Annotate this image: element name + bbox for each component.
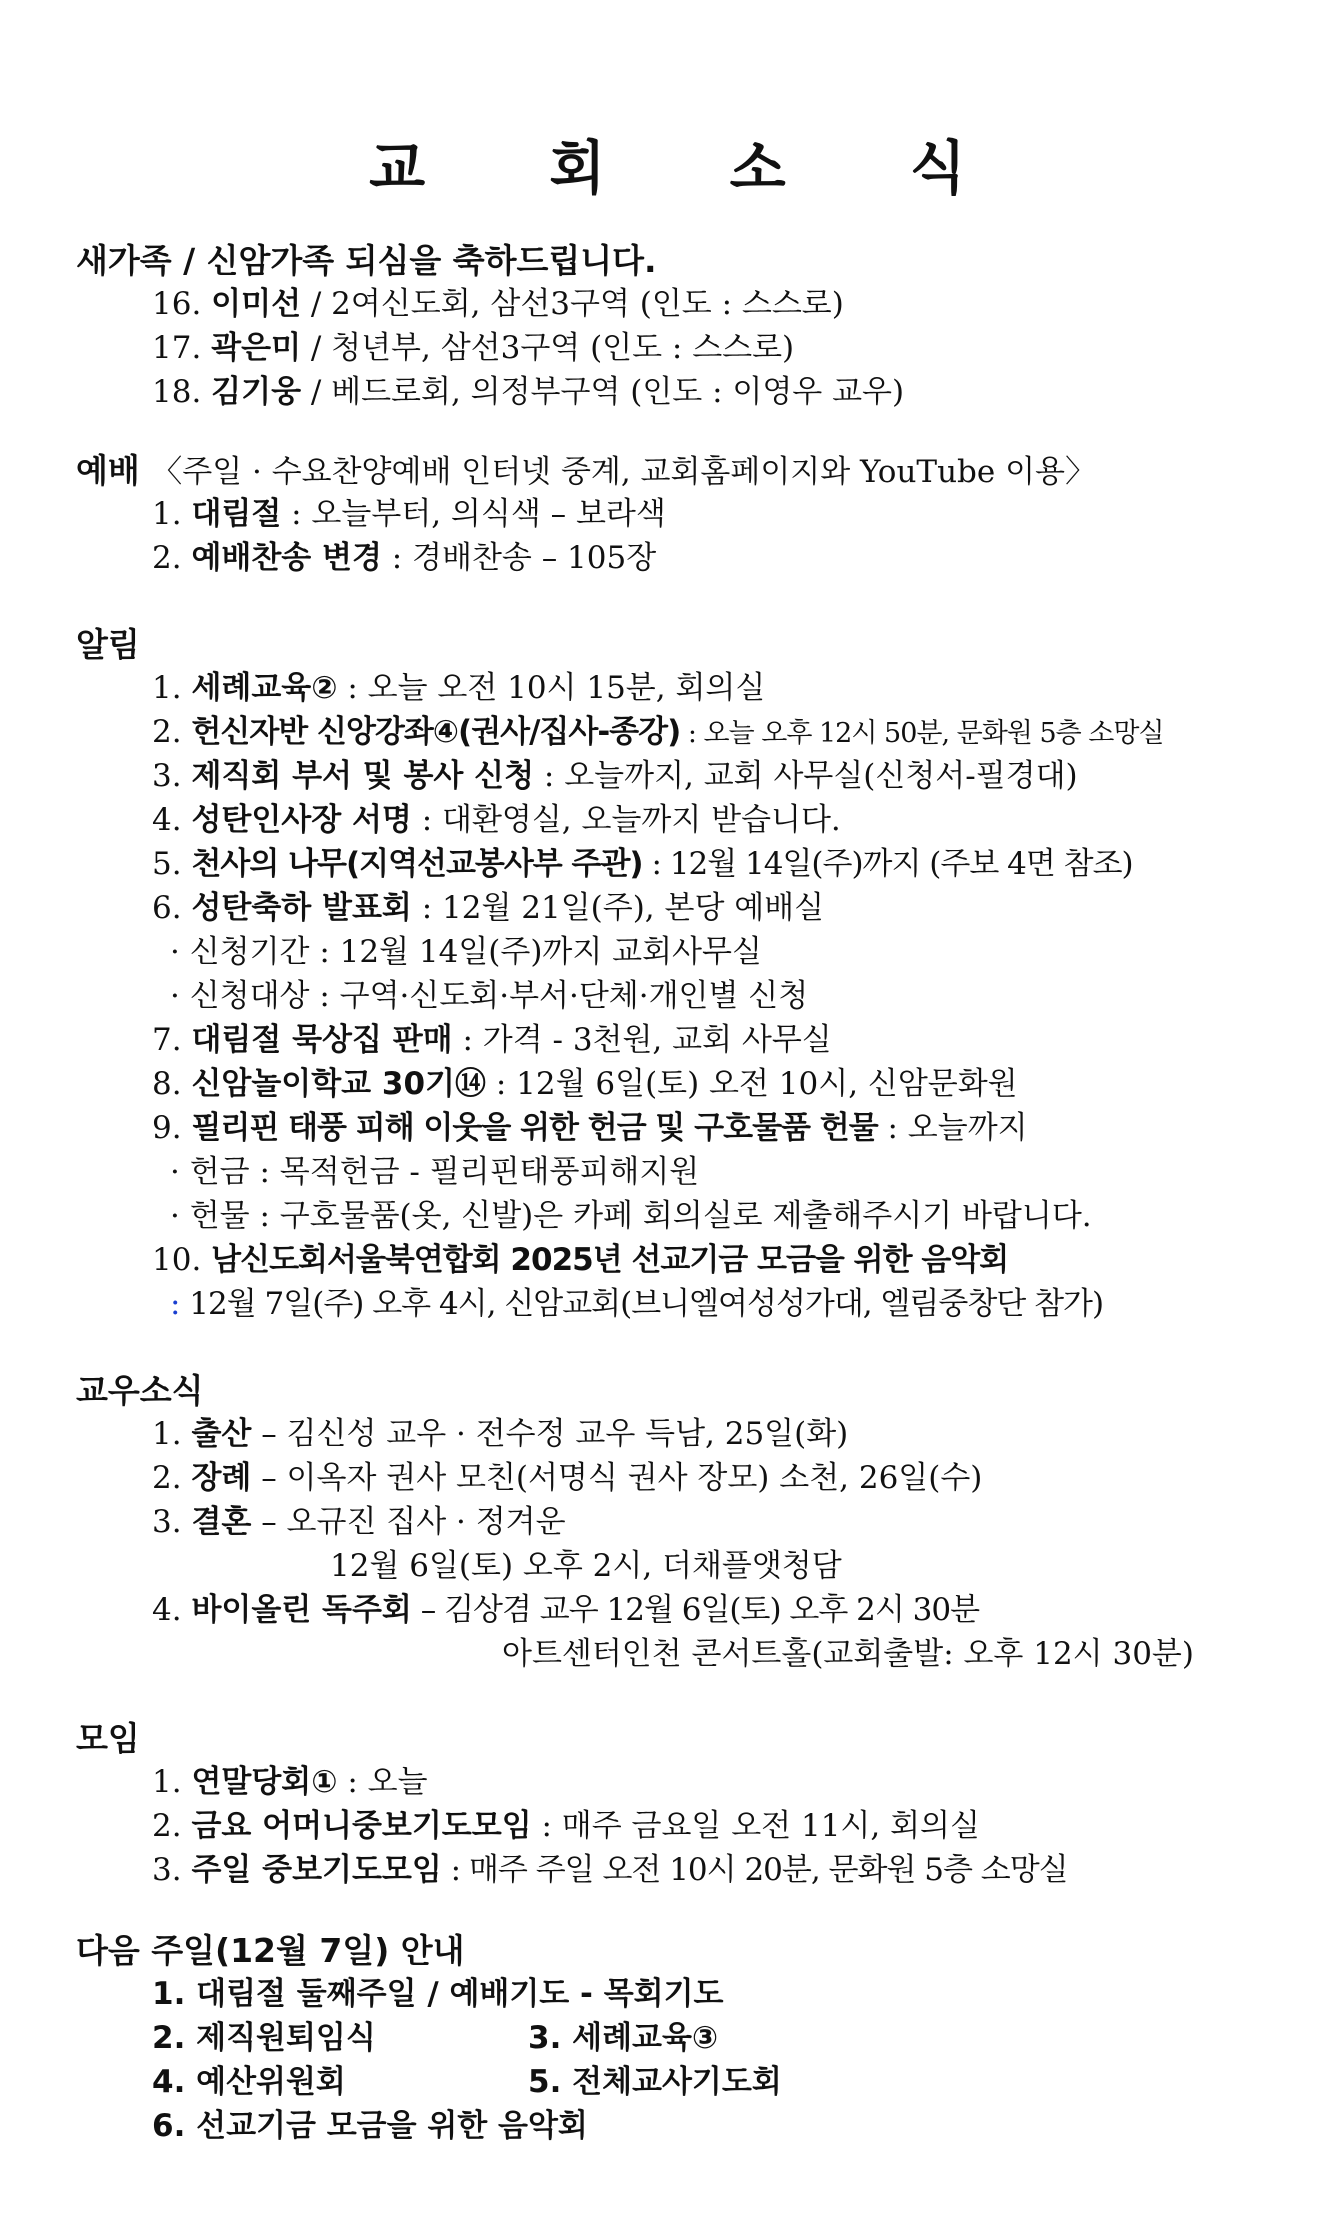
- item-detail: : 12월 14일(주)까지 (주보 4면 참조): [642, 846, 1133, 882]
- item-detail: : 오늘: [337, 1764, 428, 1800]
- notice-item-9: [152, 1106, 1028, 1150]
- item-detail: : 오늘까지, 교회 사무실(신청서-필경대): [534, 758, 1078, 794]
- item-number: 5.: [152, 846, 182, 882]
- member-name: 김기웅: [211, 374, 302, 410]
- worship-heading-note: 〈주일 · 수요찬양예배 인터넷 중계, 교회홈페이지와 YouTube 이용〉: [151, 454, 1096, 490]
- item-text: 5. 전체교사기도회: [528, 2064, 782, 2100]
- notice-item-2: [152, 710, 1164, 756]
- item-number: 1.: [152, 670, 182, 706]
- notice-item-6: [152, 886, 824, 930]
- next-sunday-item-2: [152, 2016, 376, 2060]
- member-news-item-2: [152, 1456, 982, 1500]
- item-detail: : 오늘 오후 12시 50분, 문화원 5층 소망실: [680, 718, 1164, 749]
- item-label: 대림절: [191, 496, 282, 532]
- section-heading-member-news: 교우소식: [76, 1371, 204, 1410]
- member-news-item-3-continued: 12월 6일(토) 오후 2시, 더채플앳청담: [330, 1548, 842, 1584]
- item-text: 4. 예산위원회: [152, 2064, 346, 2100]
- item-detail: : 12월 6일(토) 오전 10시, 신암문화원: [486, 1066, 1018, 1102]
- item-label: 연말당회①: [191, 1764, 338, 1800]
- item-detail: : 12월 21일(주), 본당 예배실: [411, 890, 825, 926]
- item-number: 18.: [152, 374, 202, 410]
- item-number: 9.: [152, 1110, 182, 1146]
- member-news-item-4: [152, 1588, 979, 1632]
- item-detail: : 대환영실, 오늘까지 받습니다.: [411, 802, 841, 838]
- section-heading-next-sunday: 다음 주일(12월 7일) 안내: [76, 1931, 465, 1970]
- item-detail: – 김신성 교우 · 전수정 교우 득남, 25일(화): [251, 1416, 849, 1452]
- item-label: 주일 중보기도모임: [191, 1852, 442, 1888]
- member-news-item-1: [152, 1412, 848, 1456]
- item-number: 1.: [152, 496, 182, 532]
- item-label: 천사의 나무(지역선교봉사부 주관): [191, 846, 643, 882]
- meeting-item-3: [152, 1848, 1068, 1892]
- section-heading-worship: [76, 448, 1096, 495]
- section-heading-meetings: 모임: [76, 1719, 140, 1758]
- next-sunday-item-3: [528, 2016, 718, 2060]
- item-label: 예배찬송 변경: [191, 540, 382, 576]
- item-label: 바이올린 독주회: [191, 1592, 412, 1628]
- notice-sub-donation: · 헌물 : 구호물품(옷, 신발)은 카페 회의실로 제출해주시기 바랍니다.: [170, 1198, 1092, 1234]
- notice-sub-apply-period: · 신청기간 : 12월 14일(주)까지 교회사무실: [170, 934, 762, 970]
- item-number: 17.: [152, 330, 202, 366]
- item-text: 6. 선교기금 모금을 위한 음악회: [152, 2108, 588, 2144]
- item-number: 1.: [152, 1764, 182, 1800]
- worship-heading-label: 예배: [76, 451, 140, 490]
- notice-item-7: [152, 1018, 832, 1062]
- notice-item-5: [152, 842, 1133, 886]
- member-name: 이미선: [211, 286, 302, 322]
- item-detail: : 매주 금요일 오전 11시, 회의실: [531, 1808, 980, 1844]
- worship-item-1: [152, 492, 666, 536]
- item-label: 성탄인사장 서명: [191, 802, 412, 838]
- item-detail: : 오늘까지: [877, 1110, 1028, 1146]
- notice-item-1: [152, 666, 765, 710]
- item-label: 제직회 부서 및 봉사 신청: [191, 758, 535, 794]
- item-label: 세례교육②: [191, 670, 338, 706]
- worship-item-2: [152, 536, 656, 580]
- item-detail: : 경배찬송 – 105장: [381, 540, 657, 576]
- next-sunday-item-1: [152, 1972, 723, 2016]
- next-sunday-item-4: [152, 2060, 346, 2104]
- item-number: 10.: [152, 1242, 202, 1278]
- item-label: 결혼: [191, 1504, 252, 1540]
- item-label: 출산: [191, 1416, 252, 1452]
- item-label: 신암놀이학교 30기⑭: [191, 1066, 486, 1102]
- item-detail: / 베드로회, 의정부구역 (인도 : 이영우 교우): [301, 374, 905, 410]
- item-label: 금요 어머니중보기도모임: [191, 1808, 532, 1844]
- concert-detail: 12월 7일(주) 오후 4시, 신암교회(브니엘여성성가대, 엘림중창단 참가): [180, 1286, 1104, 1322]
- item-label: 장례: [191, 1460, 252, 1496]
- item-label: 필리핀 태풍 피해 이웃을 위한 헌금 및 구호물품 헌물: [191, 1110, 878, 1146]
- item-label: 헌신자반 신앙강좌④(권사/집사-종강): [191, 714, 681, 750]
- notice-sub-apply-target: · 신청대상 : 구역·신도회·부서·단체·개인별 신청: [170, 978, 809, 1014]
- section-heading-new-family: 새가족 / 신암가족 되심을 축하드립니다.: [76, 241, 657, 280]
- item-number: 3.: [152, 1852, 182, 1888]
- new-family-item-18: [152, 370, 904, 414]
- next-sunday-item-5: [528, 2060, 782, 2104]
- item-number: 2.: [152, 1460, 182, 1496]
- item-detail: – 오규진 집사 · 정겨운: [251, 1504, 566, 1540]
- item-detail: – 이옥자 권사 모친(서명식 권사 장모) 소천, 26일(수): [251, 1460, 983, 1496]
- item-label: 성탄축하 발표회: [191, 890, 412, 926]
- notice-item-8: [152, 1062, 1018, 1106]
- item-number: 16.: [152, 286, 202, 322]
- item-detail: : 매주 주일 오전 10시 20분, 문화원 5층 소망실: [441, 1852, 1068, 1888]
- colon-mark: :: [170, 1286, 181, 1322]
- item-number: 4.: [152, 1592, 182, 1628]
- item-text: 3. 세례교육③: [528, 2020, 719, 2056]
- meeting-item-1: [152, 1760, 428, 1804]
- item-number: 7.: [152, 1022, 182, 1058]
- item-detail: : 오늘부터, 의식색 – 보라색: [281, 496, 666, 532]
- item-detail: : 가격 - 3천원, 교회 사무실: [452, 1022, 832, 1058]
- notice-sub-offering: · 헌금 : 목적헌금 - 필리핀태풍피해지원: [170, 1154, 700, 1190]
- item-label: 대림절 묵상집 판매: [191, 1022, 453, 1058]
- item-number: 2.: [152, 1808, 182, 1844]
- item-detail: / 청년부, 삼선3구역 (인도 : 스스로): [301, 330, 795, 366]
- member-news-item-4-continued: 아트센터인천 콘서트홀(교회출발: 오후 12시 30분): [502, 1636, 1194, 1672]
- item-number: 2.: [152, 540, 182, 576]
- next-sunday-item-6: [152, 2104, 588, 2148]
- new-family-item-16: [152, 282, 844, 326]
- item-detail: – 김상겸 교우 12월 6일(토) 오후 2시 30분: [411, 1592, 980, 1628]
- item-detail: : 오늘 오전 10시 15분, 회의실: [337, 670, 766, 706]
- section-heading-notices: 알림: [76, 625, 140, 664]
- member-news-item-3: [152, 1500, 566, 1544]
- new-family-item-17: [152, 326, 794, 370]
- item-number: 2.: [152, 714, 182, 750]
- page-title: 교 회 소 식: [369, 134, 1018, 202]
- item-number: 8.: [152, 1066, 182, 1102]
- notice-item-4: [152, 798, 841, 842]
- notice-item-3: [152, 754, 1078, 798]
- meeting-item-2: [152, 1804, 980, 1848]
- item-number: 1.: [152, 1416, 182, 1452]
- item-text: 1. 대림절 둘째주일 / 예배기도 - 목회기도: [152, 1976, 724, 2012]
- item-number: 3.: [152, 758, 182, 794]
- notice-sub-concert: [170, 1282, 1103, 1326]
- item-text: 2. 제직원퇴임식: [152, 2020, 376, 2056]
- notice-item-10: [152, 1238, 1008, 1282]
- item-label: 남신도회서울북연합회 2025년 선교기금 모금을 위한 음악회: [211, 1242, 1009, 1278]
- item-detail: / 2여신도회, 삼선3구역 (인도 : 스스로): [301, 286, 844, 322]
- item-number: 3.: [152, 1504, 182, 1540]
- item-number: 4.: [152, 802, 182, 838]
- item-number: 6.: [152, 890, 182, 926]
- member-name: 곽은미: [211, 330, 302, 366]
